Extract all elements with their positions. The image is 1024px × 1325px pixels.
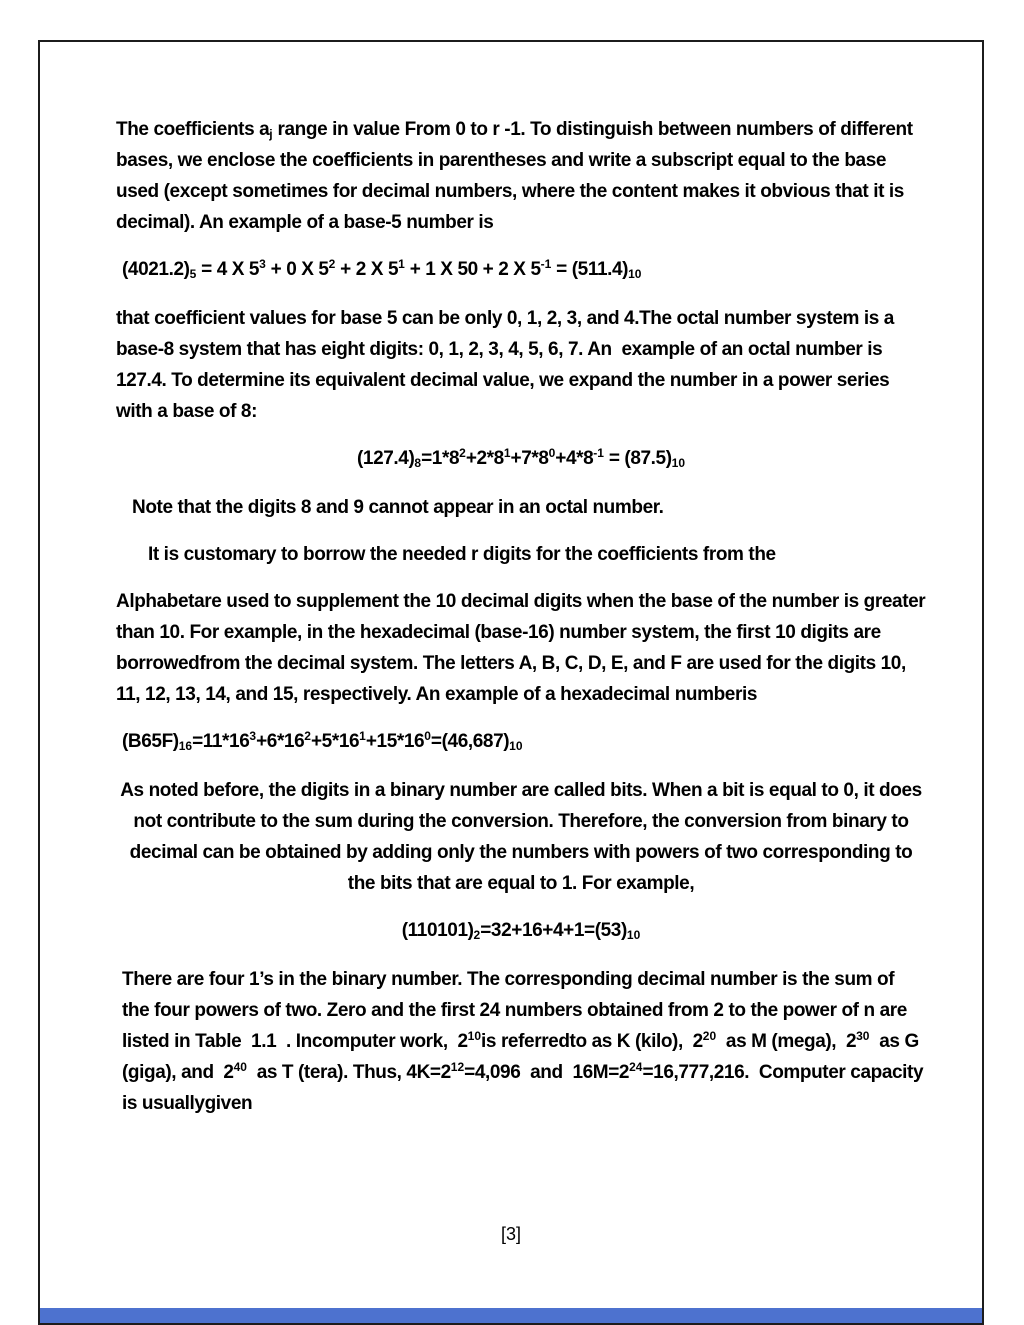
text-run: It is customary to borrow the needed r digits for the coefficients from the — [148, 544, 776, 565]
text-run: =(46,687) — [430, 731, 510, 752]
text-run: +5*16 — [310, 731, 360, 752]
text-run: 10 — [671, 456, 685, 470]
text-run: =16,777,216. Computer capacity is usuallygiven — [122, 1062, 929, 1114]
page-frame — [38, 40, 984, 1325]
text-run: 0 — [548, 446, 556, 460]
equation-hexadecimal — [116, 726, 926, 757]
text-run: 2 — [459, 446, 466, 460]
text-run: = 4 X 5 — [196, 259, 260, 280]
text-run: 16 — [178, 739, 193, 753]
text-run: As noted before, the digits in a binary number are called bits. When a bit is equal to 0, it does not contribute to the sum during the conversion. Therefore, the conversion from binary to decimal can be obtained by adding only the numbers with powers of two corresponding to the bits that are equal to 1. For example, — [120, 780, 927, 894]
text-run: 3 — [259, 257, 266, 271]
text-run: 1 — [398, 257, 405, 271]
para-hexadecimal — [116, 586, 931, 710]
document-content — [40, 42, 982, 1135]
text-run: 10 — [626, 928, 641, 942]
text-run: as T (tera). Thus, 4K=2 — [246, 1062, 451, 1083]
text-run: = (87.5) — [603, 448, 672, 469]
text-run: =11*16 — [192, 731, 250, 752]
text-run: 2 — [473, 928, 481, 942]
text-run: 20 — [702, 1029, 717, 1043]
text-run: -1 — [540, 257, 552, 271]
text-run: 10 — [509, 739, 523, 753]
text-run: =1*8 — [421, 448, 460, 469]
text-run: + 2 X 5 — [335, 259, 399, 280]
text-run: +15*16 — [365, 731, 425, 752]
text-run: (4021.2) — [122, 259, 190, 280]
text-run: +4*8 — [555, 448, 594, 469]
text-run: range in value From 0 to r -1. To distinguish between numbers of different bases, we enclose the coefficients in parentheses and write a subscript equal to the base used (except sometimes for decimal numbers, where the content makes it obvious that it is decimal). An example of a base-5 number is — [116, 119, 918, 233]
text-run: 3 — [249, 729, 257, 743]
text-run: The coefficients a — [116, 119, 270, 140]
text-run: +6*16 — [256, 731, 305, 752]
text-run: as G (giga), and 2 — [122, 1031, 924, 1083]
equation-base5 — [116, 254, 926, 285]
text-run: 10 — [628, 267, 642, 281]
text-run: as M (mega), 2 — [716, 1031, 857, 1052]
text-run: 30 — [856, 1029, 870, 1043]
text-run: +7*8 — [510, 448, 549, 469]
equation-binary — [116, 915, 926, 946]
text-run: + 0 X 5 — [265, 259, 329, 280]
text-run: that coefficient values for base 5 can be only 0, 1, 2, 3, and 4.The octal number system is a base-8 system that has eight digits: 0, 1, 2, 3, 4, 5, 6, 7. An example of an octal number is 127.4. To determine its equivalent decimal value, we expand the number in a power series with a base of 8: — [116, 308, 899, 422]
para-binary-bits — [116, 775, 926, 899]
text-run: -1 — [593, 446, 604, 460]
text-run: =4,096 and 16M=2 — [464, 1062, 630, 1083]
text-run: (110101) — [401, 920, 474, 941]
text-run: (127.4) — [357, 448, 415, 469]
text-run: j — [269, 127, 273, 141]
para-octal-system — [116, 303, 926, 427]
text-run: 24 — [629, 1060, 643, 1074]
text-run: (B65F) — [122, 731, 179, 752]
bottom-accent-bar — [40, 1308, 982, 1323]
text-run: = (511.4) — [551, 259, 629, 280]
para-powers-of-two — [116, 964, 929, 1119]
text-run: +2*8 — [465, 448, 504, 469]
text-run: Note that the digits 8 and 9 cannot appear in an octal number. — [132, 497, 664, 518]
text-run: 1 — [503, 446, 511, 460]
text-run: 1 — [359, 729, 366, 743]
text-run: 12 — [450, 1060, 465, 1074]
text-run: 10 — [467, 1029, 482, 1043]
para-octal-note — [116, 492, 926, 523]
text-run: 8 — [414, 456, 422, 470]
text-run: Alphabetare used to supplement the 10 decimal digits when the base of the number is greater than 10. For example, in the hexadecimal (base-16) number system, the first 10 digits are borrowedfrom the decimal system. The letters A, B, C, D, E, and F are used for the digits 10, 11, 12, 13, 14, and 15, respectively. An example of a hexadecimal numberis — [116, 591, 931, 705]
para-coefficients-intro — [116, 114, 926, 238]
equation-octal — [116, 443, 926, 474]
para-customary — [116, 539, 926, 570]
text-run: 2 — [328, 257, 336, 271]
text-run: 5 — [189, 267, 197, 281]
text-run: + 1 X 50 + 2 X 5 — [404, 259, 541, 280]
page-number: [3] — [500, 1224, 521, 1244]
text-run: 2 — [304, 729, 311, 743]
text-run: 0 — [424, 729, 431, 743]
text-run: is referredto as K (kilo), 2 — [481, 1031, 703, 1052]
text-run: There are four 1’s in the binary number. The corresponding decimal number is the sum of the four powers of two. Zero and the first 24 numbers obtained from 2 to the power of n are listed in Table 1.1 . Incomputer work, 2 — [122, 969, 912, 1052]
text-run: =32+16+4+1=(53) — [480, 920, 627, 941]
text-run: 40 — [233, 1060, 247, 1074]
